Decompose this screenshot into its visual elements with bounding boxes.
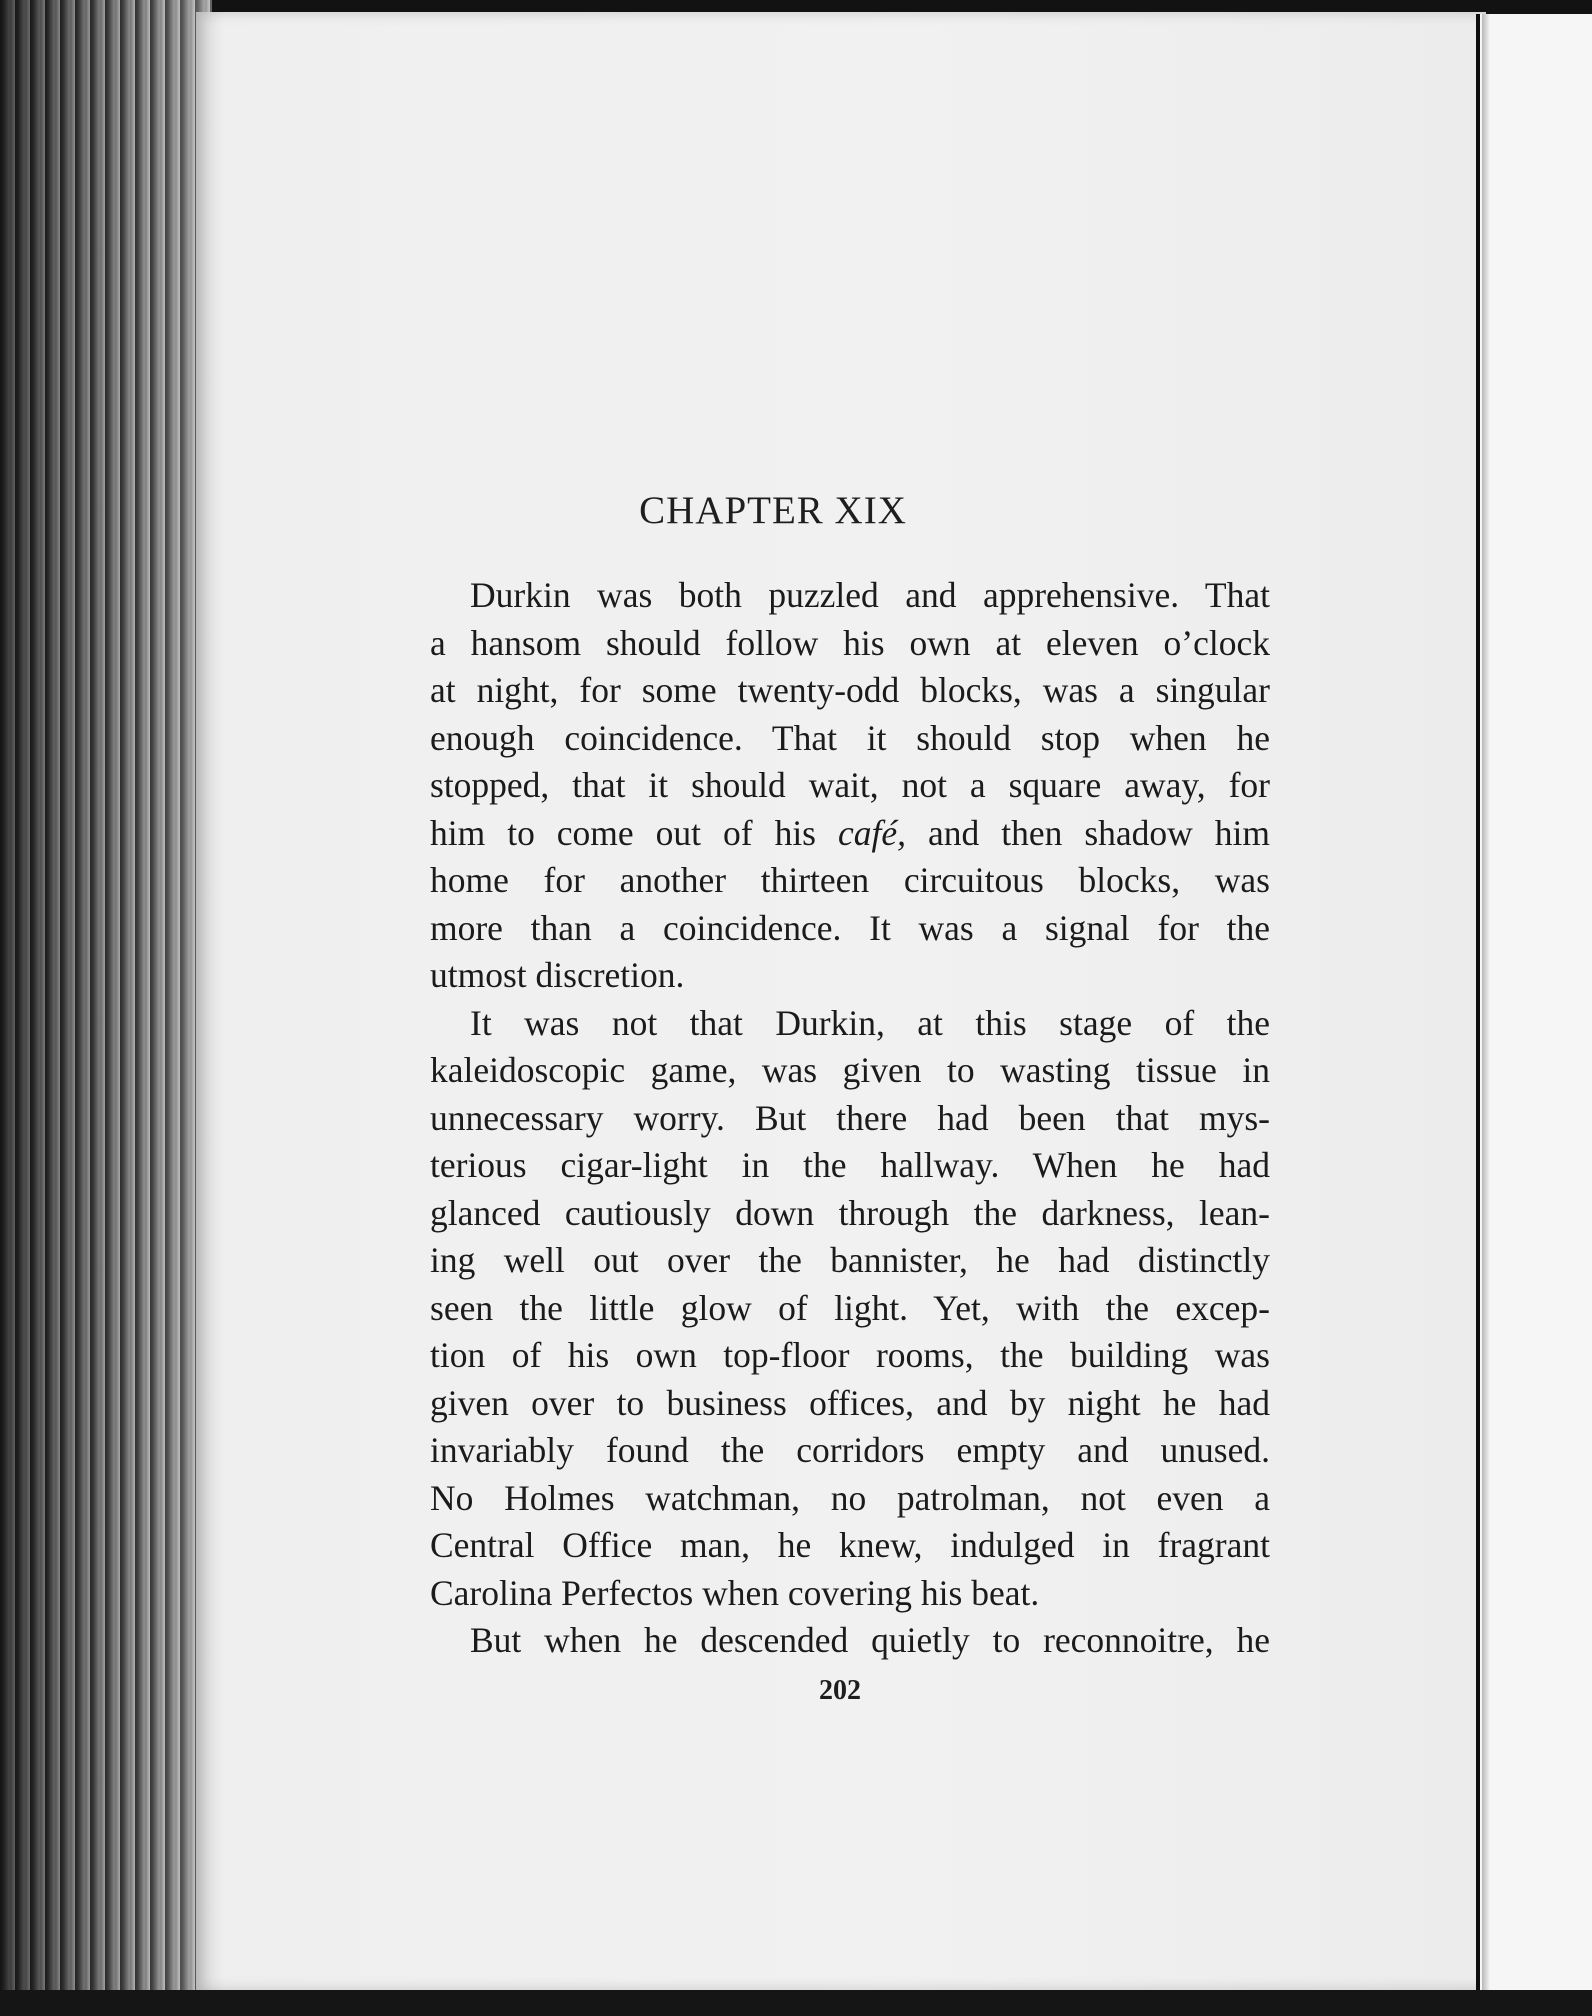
text-line: utmost discretion. — [430, 955, 685, 995]
text-line: It was not that Durkin, at this stage of the — [470, 1002, 1270, 1043]
gutter-shadow — [1482, 14, 1490, 1990]
paragraph-1 — [430, 572, 1270, 1000]
text-line: invariably found the corridors empty and unused. — [430, 1430, 1270, 1470]
text-line: glanced cautiously down through the darkness, lean- — [430, 1192, 1270, 1233]
page-number: 202 — [819, 1675, 861, 1706]
text-line: seen the little glow of light. Yet, with the excep- — [430, 1287, 1270, 1328]
page-gutter-line — [1476, 14, 1480, 1990]
text-line: No Holmes watchman, no patrolman, not even a — [430, 1477, 1270, 1518]
text-line: given over to business offices, and by night he had — [430, 1382, 1270, 1423]
text-line: more than a coincidence. It was a signal for the — [430, 907, 1270, 948]
text-line: Carolina Perfectos when covering his beat. — [430, 1572, 1040, 1613]
text-line: home for another thirteen circuitous blocks, was — [430, 860, 1270, 900]
paragraph-3 — [430, 1617, 1270, 1665]
text-fragment: and then shadow him — [906, 812, 1270, 853]
paragraph-2 — [430, 1000, 1270, 1618]
text-line-with-italic — [430, 810, 1270, 858]
text-line: a hansom should follow his own at eleven o’clock — [430, 622, 1270, 663]
italic-word: café, — [837, 812, 906, 853]
text-line: enough coincidence. That it should stop when he — [430, 717, 1270, 758]
chapter-heading: CHAPTER XIX — [639, 489, 907, 532]
text-line: at night, for some twenty-odd blocks, was a singular — [430, 670, 1270, 710]
text-line: kaleidoscopic game, was given to wasting tissue in — [430, 1050, 1270, 1090]
text-line: tion of his own top-floor rooms, the building was — [430, 1335, 1270, 1375]
scan-bottom-border — [0, 1990, 1592, 2016]
text-fragment: him to come out of his — [430, 812, 838, 853]
text-line: Central Office man, he knew, indulged in fragrant — [430, 1525, 1270, 1565]
text-line: terious cigar-light in the hallway. When he had — [430, 1145, 1270, 1185]
facing-page-sliver — [1476, 14, 1592, 1990]
page-edge-shadow — [0, 0, 212, 2016]
text-line: stopped, that it should wait, not a square away, for — [430, 765, 1270, 805]
text-line: unnecessary worry. But there had been that mys- — [430, 1097, 1270, 1138]
text-line: ing well out over the bannister, he had distinctly — [430, 1240, 1270, 1280]
text-line: But when he descended quietly to reconnoitre, he — [470, 1620, 1270, 1660]
text-line: Durkin was both puzzled and apprehensive. That — [470, 575, 1270, 615]
body-text — [430, 572, 1270, 1665]
